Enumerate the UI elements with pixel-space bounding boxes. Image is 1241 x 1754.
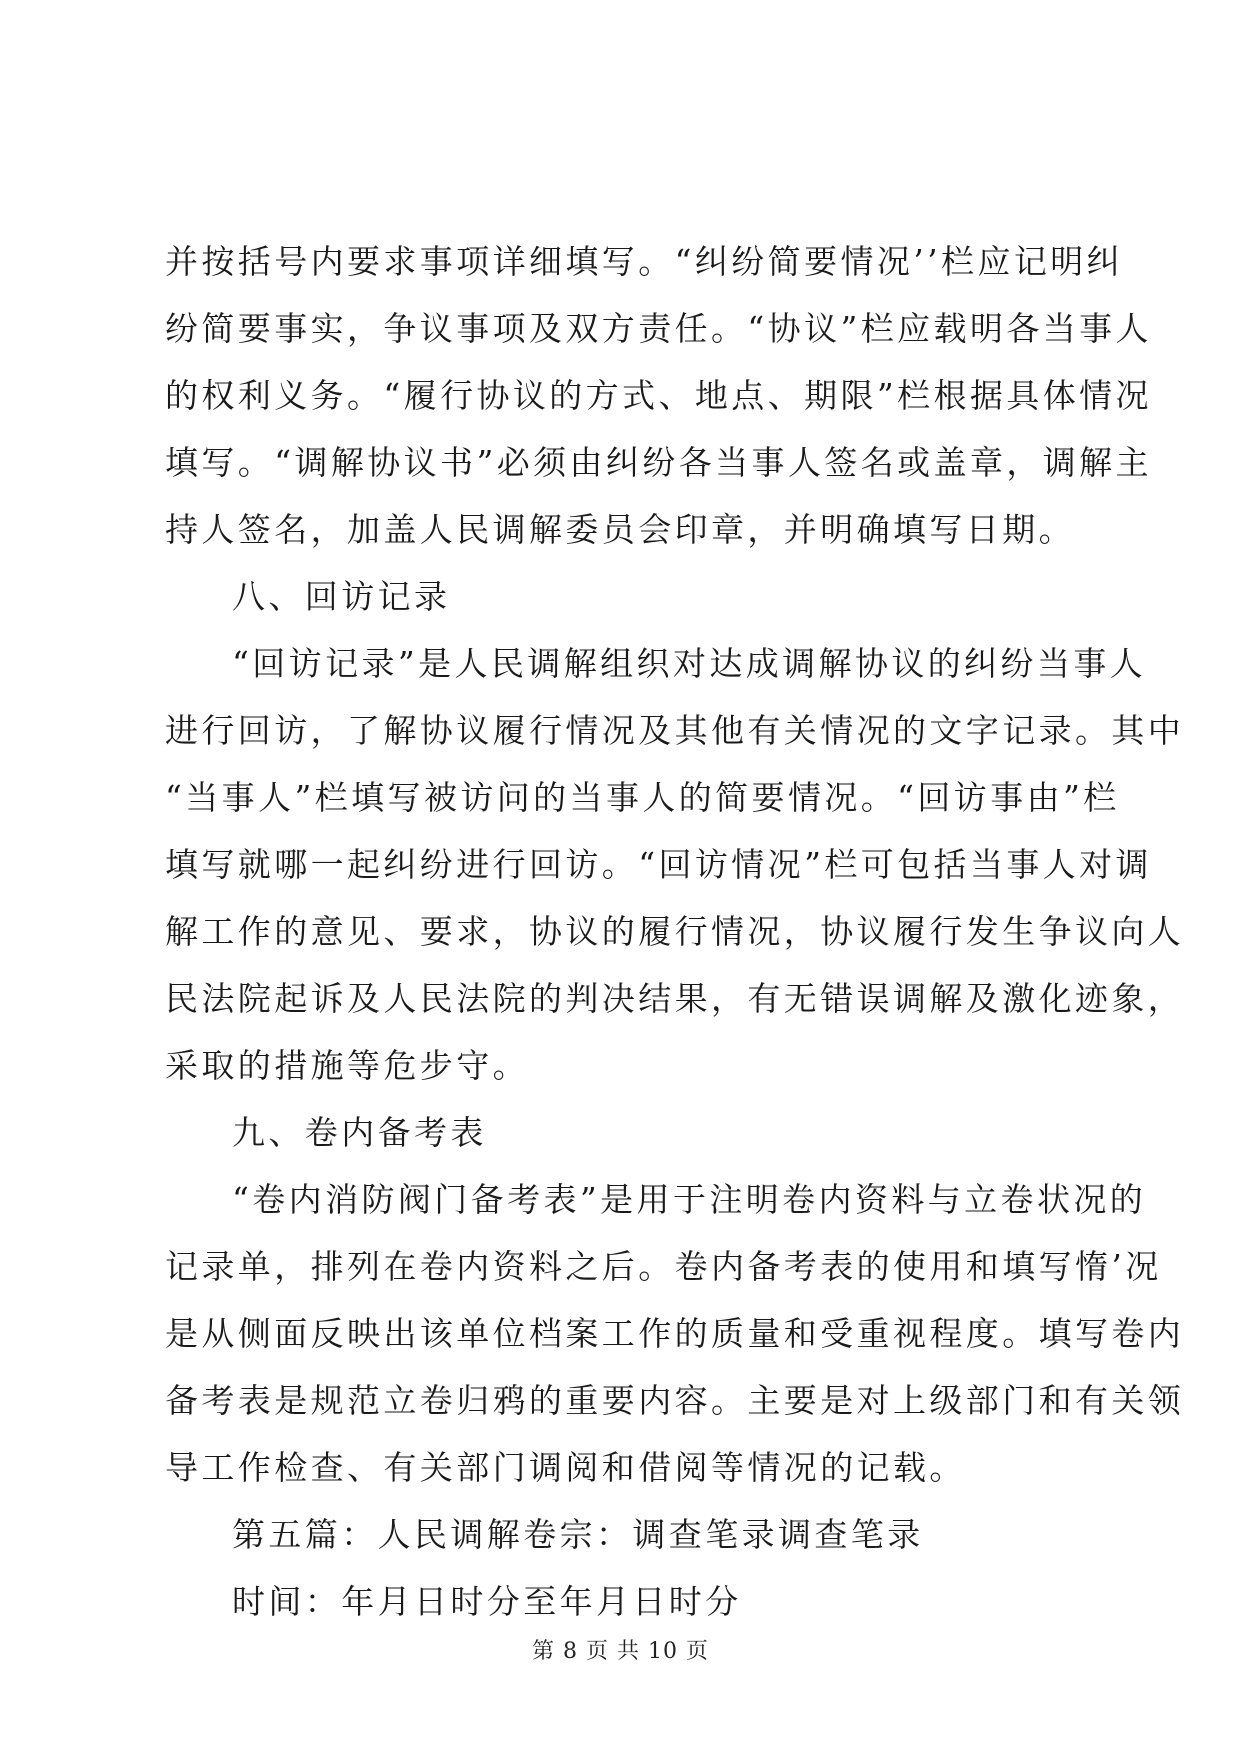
paragraph-line: 导工作检查、有关部门调阅和借阅等情况的记载。: [165, 1448, 966, 1487]
page-number-footer: 第 8 页 共 10 页: [532, 1639, 709, 1664]
paragraph-line: 并按括号内要求事项详细填写。“纠纷简要情况’’栏应记明纠: [165, 242, 1124, 281]
chapter-title: 第五篇：人民调解卷宗：调查笔录调查笔录: [232, 1515, 924, 1554]
document-body: [165, 228, 1185, 1635]
paragraph-line: “当事人”栏填写被访问的当事人的简要情况。“回访事由”栏: [165, 778, 1120, 817]
section-heading: 九、卷内备考表: [232, 1113, 487, 1152]
paragraph-line: 记录单，排列在卷内资料之后。卷内备考表的使用和填写惰’况: [165, 1247, 1162, 1286]
paragraph-line: 是从侧面反映出该单位档案工作的质量和受重视程度。填写卷内: [165, 1314, 1185, 1353]
paragraph-line: 民法院起诉及人民法院的判决结果，有无错误调解及激化迹象，: [165, 979, 1185, 1018]
paragraph-line: 采取的措施等危步守。: [165, 1046, 529, 1085]
paragraph-line: 持人签名，加盖人民调解委员会印章，并明确填写日期。: [165, 510, 1075, 549]
paragraph-line: 的权利义务。“履行协议的方式、地点、期限”栏根据具体情况: [165, 376, 1152, 415]
paragraph-line: 纷简要事实，争议事项及双方责任。“协议”栏应载明各当事人: [165, 309, 1152, 348]
paragraph-line: 填写就哪一起纠纷进行回访。“回访情况”栏可包括当事人对调: [165, 845, 1152, 884]
section-heading: 八、回访记录: [232, 577, 451, 616]
paragraph-line: “卷内消防阀门备考表”是用于注明卷内资料与立卷状况的: [232, 1180, 1147, 1219]
paragraph-line: 填写。“调解协议书”必须由纠纷各当事人签名或盖章，调解主: [165, 443, 1152, 482]
paragraph-line: 进行回访，了解协议履行情况及其他有关情况的文字记录。其中: [165, 711, 1185, 750]
paragraph-line: 备考表是规范立卷归鸦的重要内容。主要是对上级部门和有关领: [165, 1381, 1185, 1420]
paragraph-line: 时间：年月日时分至年月日时分: [232, 1582, 742, 1621]
paragraph-line: “回访记录”是人民调解组织对达成调解协议的纠纷当事人: [232, 644, 1147, 683]
paragraph-line: 解工作的意见、要求，协议的履行情况，协议履行发生争议向人: [165, 912, 1185, 951]
